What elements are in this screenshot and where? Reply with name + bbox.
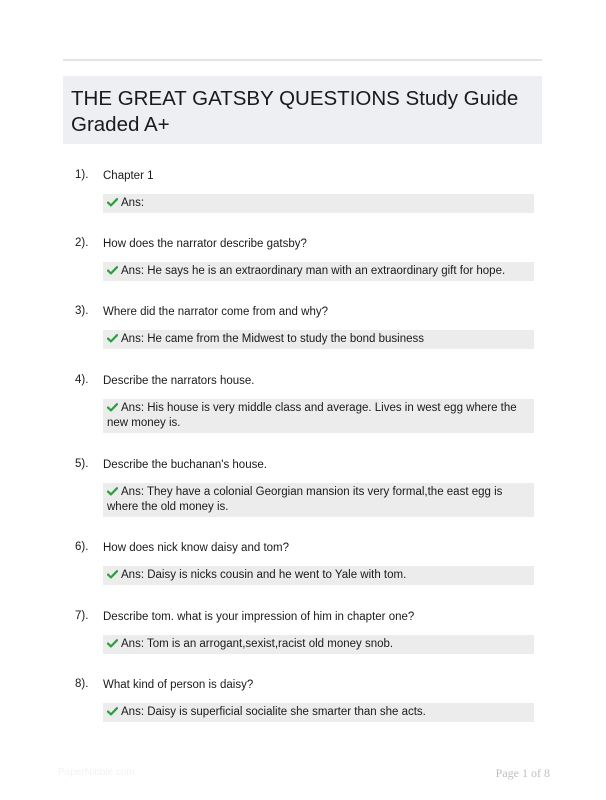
check-icon [107,570,118,579]
question-number: 3). [75,305,89,317]
check-icon [107,403,118,412]
question-item [63,235,542,281]
question-item [63,608,542,654]
question-item [63,676,542,722]
check-icon [107,198,118,207]
question-item [63,539,542,585]
question-number: 1). [75,169,89,181]
question-number: 8). [75,678,89,690]
answer-box [103,262,534,281]
title-banner [63,76,542,144]
question-text: How does the narrator describe gatsby? [103,238,307,250]
question-text: Chapter 1 [103,170,154,182]
question-text: Describe tom. what is your impression of him in chapter one? [103,611,415,623]
question-text: Where did the narrator come from and why? [103,306,328,318]
question-number: 7). [75,610,89,622]
check-icon [107,266,118,275]
question-text: What kind of person is daisy? [103,679,254,691]
answer-box [103,399,534,433]
answer-text: Ans: They have a colonial Georgian mansion its very formal,the east egg is where the old money is. [107,486,503,513]
question-number: 4). [75,374,89,386]
answer-text: Ans: He came from the Midwest to study the bond business [121,333,424,345]
top-divider [63,59,542,61]
answer-text: Ans: He says he is an extraordinary man with an extraordinary gift for hope. [121,265,506,277]
check-icon [107,487,118,496]
check-icon [107,639,118,648]
question-item [63,303,542,349]
answer-box [103,566,534,585]
answer-text: Ans: Daisy is superficial socialite she smarter than she acts. [121,706,426,718]
question-number: 5). [75,458,89,470]
question-text: Describe the buchanan's house. [103,459,267,471]
question-item [63,456,542,517]
check-icon [107,707,118,716]
question-item [63,372,542,433]
answer-text: Ans: [121,197,145,209]
question-text: Describe the narrators house. [103,375,255,387]
question-number: 2). [75,237,89,249]
answer-text: Ans: Daisy is nicks cousin and he went to Yale with tom. [121,569,407,581]
footer-watermark: PaperNibble.com [58,767,135,778]
answer-text: Ans: His house is very middle class and average. Lives in west egg where the new money is. [107,402,517,429]
answer-box [103,703,534,722]
check-icon [107,334,118,343]
question-number: 6). [75,541,89,553]
page-number: Page 1 of 8 [495,766,550,780]
question-item [63,167,542,213]
answer-box [103,483,534,517]
page-title: THE GREAT GATSBY QUESTIONS Study Guide Graded A+ [71,87,519,136]
answer-text: Ans: Tom is an arrogant,sexist,racist old money snob. [121,638,394,650]
answer-box [103,330,534,349]
answer-box [103,194,534,213]
question-text: How does nick know daisy and tom? [103,542,290,554]
answer-box [103,635,534,654]
